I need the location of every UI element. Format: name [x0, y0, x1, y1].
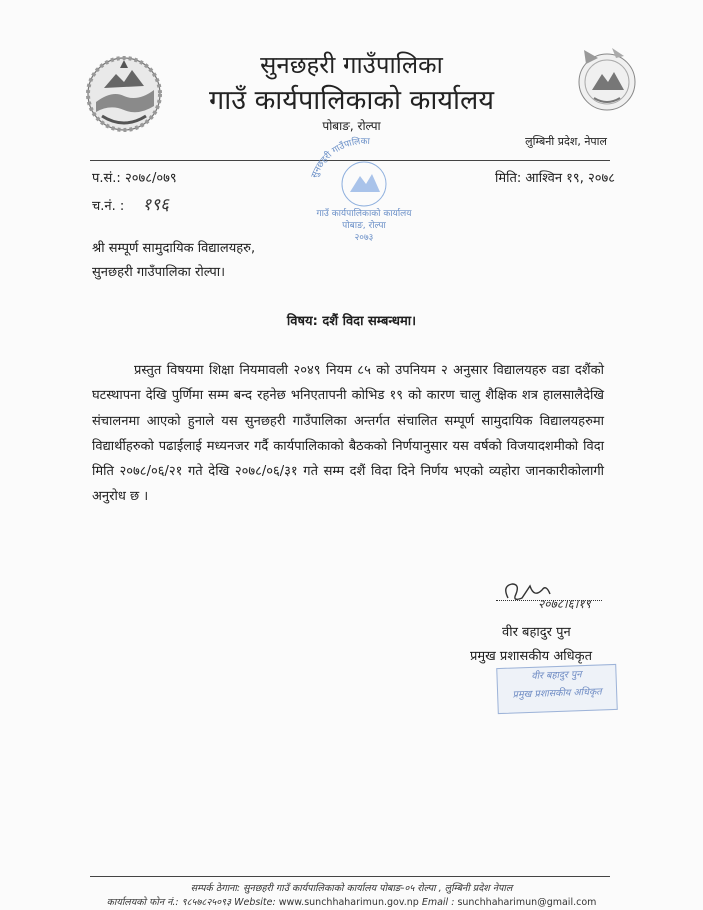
footer-contact	[0, 895, 703, 908]
province-label: लुम्बिनी प्रदेश, नेपाल	[525, 135, 607, 148]
designation-stamp	[496, 664, 618, 714]
footer-website-label: Website:	[234, 897, 276, 908]
footer-phone: ९८५७८२५०९३	[181, 897, 232, 908]
dispatch-label: च.नं. :	[92, 199, 125, 214]
reference-label: प.सं.:	[92, 171, 121, 186]
letter-date	[495, 168, 615, 186]
footer-website-link[interactable]: www.sunchhaharimun.gov.np	[278, 897, 419, 908]
dispatch-number	[92, 192, 169, 215]
dispatch-value: १९६	[142, 195, 169, 215]
reference-value: २०७८/०७९	[124, 171, 177, 186]
stamp-line-office: गाउँ कार्यपालिकाको कार्यालय	[316, 209, 412, 219]
stamp-line-year: २०७३	[354, 233, 374, 243]
handwritten-signature	[498, 576, 618, 614]
designation-stamp-name: वीर बहादुर पुन	[531, 669, 582, 682]
letter-body: प्रस्तुत विषयमा शिक्षा नियमावली २०४९ नियम ८५ को उपनियम २ अनुसार विद्यालयहरु वडा दशैंको घटस्थापना देखि पुर्णिमा सम्म बन्द रहनेछ भनिएतापनी कोभिड १९ को कारण चालु शैक्षिक शत्र हालसालैदेखि संचालनमा आएको हुनाले यस सुनछहरी गाउँपालिका अन्तर्गत संचालित सम्पूर्ण सामुदायिक विद्यालयहरुमा विद्यार्थीहरुको पढाईलाई मध्यनजर गर्दै कार्यपालिकाको बैठकको निर्णयानुसार यस वर्षको विजयादशमीको विदा मिति २०७८/०६/२१ गते देखि २०७८/०६/३१ गते सम्म दशैं विदा दिने निर्णय भएको व्यहोरा जानकारीकोलागी अनुरोध छ ।	[92, 363, 604, 505]
office-name: गाउँ कार्यपालिकाको कार्यालय	[209, 85, 494, 116]
signature-line	[496, 600, 602, 601]
footer-divider	[90, 876, 610, 877]
office-address: पोबाङ, रोल्पा	[322, 119, 381, 133]
recipient-line-2: सुनछहरी गाउँपालिका रोल्पा।	[92, 265, 225, 280]
subject-text: दशैं विदा सम्बन्धमा।	[322, 314, 417, 329]
stamp-line-municipality: सुनछहरी गाउँपालिका	[309, 136, 370, 180]
footer-phone-label: कार्यालयको फोन नं.:	[106, 897, 179, 908]
date-value: आश्विन १९, २०७८	[525, 171, 615, 186]
subject-line	[0, 311, 703, 329]
recipient-line-1: श्री सम्पूर्ण सामुदायिक विद्यालयहरु,	[92, 241, 256, 256]
footer-email-label: Email :	[421, 897, 455, 908]
signatory-title: प्रमुख प्रशासकीय अधिकृत	[470, 649, 593, 664]
footer-address: सम्पर्क ठेगाना: सुनछहरी गाउँ कार्यपालिकाको कार्यालय पोबाङ-०५ रोल्पा , लुम्बिनी प्रदेश नेपाल	[190, 883, 513, 894]
signatory-name: वीर बहादुर पुन	[502, 625, 571, 640]
reference-number	[92, 168, 177, 186]
designation-stamp-title: प्रमुख प्रशासकीय अधिकृत	[512, 686, 602, 701]
stamp-line-address: पोबाङ, रोल्पा	[342, 221, 386, 231]
date-label: मिति:	[494, 171, 522, 186]
signature-date: २०७८।६।१९	[538, 597, 591, 611]
municipality-name: सुनछहरी गाउँपालिका	[260, 51, 443, 79]
footer-email-link[interactable]: sunchhaharimun@gmail.com	[457, 897, 597, 908]
office-round-stamp	[300, 132, 428, 250]
subject-label: विषय:	[286, 314, 318, 329]
